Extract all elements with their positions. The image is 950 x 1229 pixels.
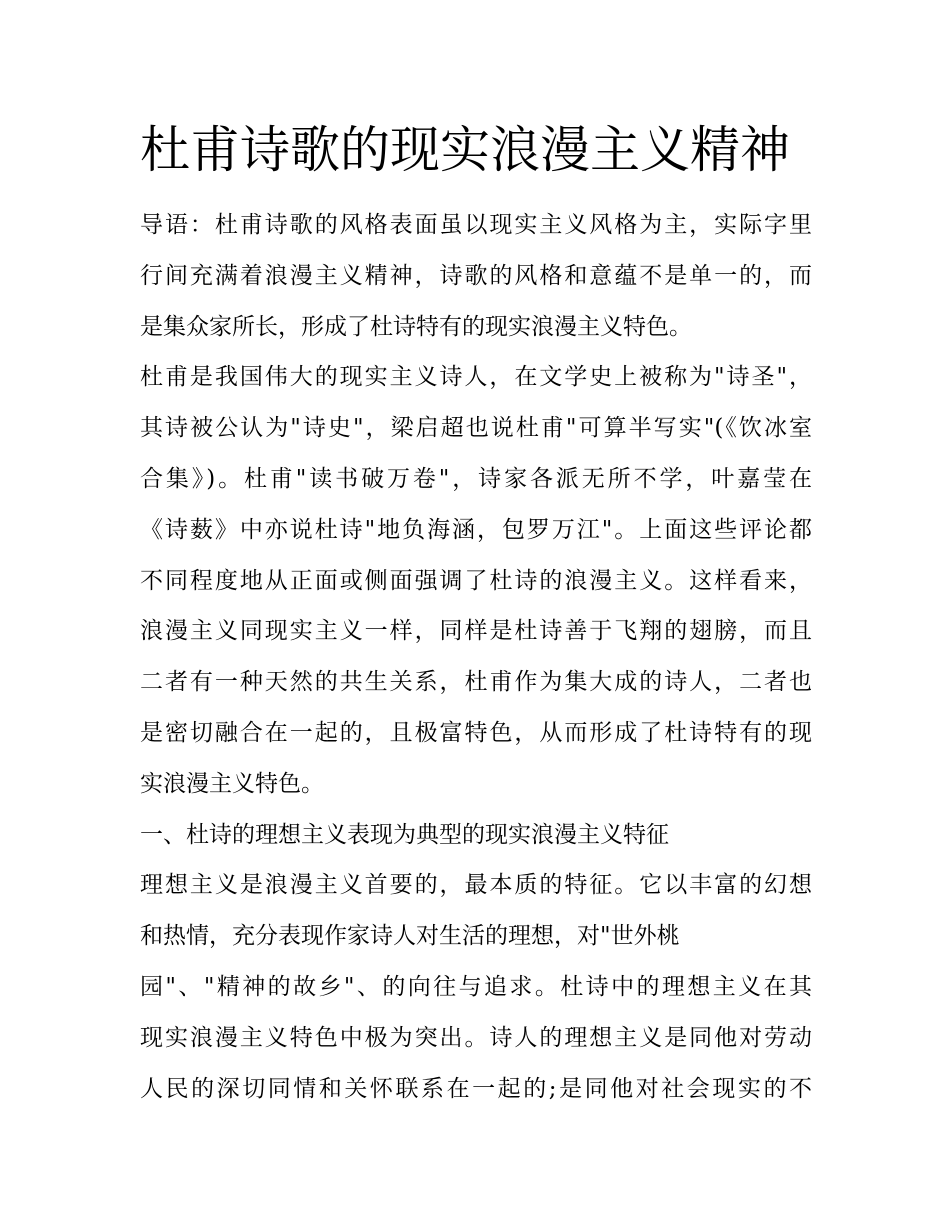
text-line: 人民的深切同情和关怀联系在一起的;是同他对社会现实的不 [140,1075,812,1102]
text-line: 不同程度地从正面或侧面强调了杜诗的浪漫主义。这样看来， [140,567,812,594]
text-line: 是集众家所长，形成了杜诗特有的现实浪漫主义特色。 [140,313,692,340]
text-line: 《诗薮》中亦说杜诗"地负海涵，包罗万江"。上面这些评论都 [140,516,812,543]
text-line: 导语：杜甫诗歌的风格表面虽以现实主义风格为主，实际字里 [140,212,812,238]
text-line: 杜甫是我国伟大的现实主义诗人，在文学史上被称为"诗圣"， [140,364,812,391]
document-page [140,110,812,1114]
document-body [140,200,812,1114]
text-line: 行间充满着浪漫主义精神，诗歌的风格和意蕴不是单一的，而 [140,262,812,289]
text-line: 和热情，充分表现作家诗人对生活的理想，对"世外桃 [140,923,680,950]
text-line: 二者有一种天然的共生关系，杜甫作为集大成的诗人，二者也 [140,669,812,696]
text-line: 实浪漫主义特色。 [140,770,324,797]
text-line: 浪漫主义同现实主义一样，同样是杜诗善于飞翔的翅膀，而且 [140,618,812,645]
text-line: 现实浪漫主义特色中极为突出。诗人的理想主义是同他对劳动 [140,1024,812,1051]
text-line: 合集》)。杜甫"读书破万卷"，诗家各派无所不学，叶嘉莹在 [140,465,812,492]
document-title: 杜甫诗歌的现实浪漫主义精神 [140,121,790,179]
text-line: 是密切融合在一起的，且极富特色，从而形成了杜诗特有的现 [140,719,812,746]
section-heading: 一、杜诗的理想主义表现为典型的现实浪漫主义特征 [140,821,669,848]
text-line: 理想主义是浪漫主义首要的，最本质的特征。它以丰富的幻想 [140,872,812,899]
text-line: 其诗被公认为"诗史"，梁启超也说杜甫"可算半写实"(《饮冰室 [140,415,812,442]
text-line: 园"、"精神的故乡"、的向往与追求。杜诗中的理想主义在其 [140,973,812,1000]
